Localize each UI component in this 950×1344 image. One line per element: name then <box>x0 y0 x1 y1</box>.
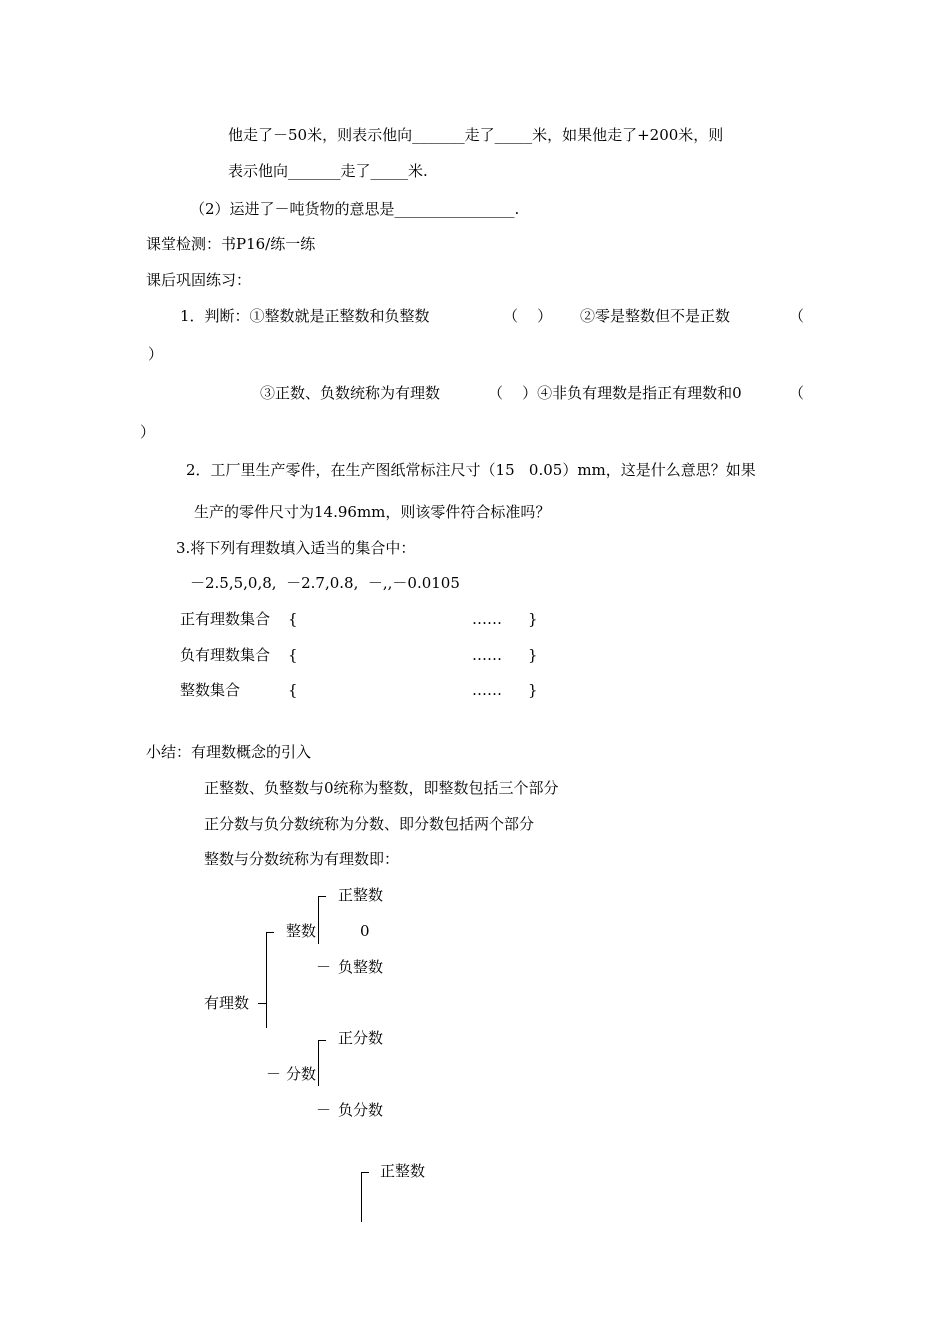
brace: { <box>288 646 298 664</box>
diagram-bracket <box>318 1040 319 1086</box>
set-label: 正有理数集合 <box>180 610 271 628</box>
diagram-label-negative-integer: 负整数 <box>338 958 384 976</box>
diagram-label-positive-fraction: 正分数 <box>338 1029 384 1047</box>
diagram-label-rational: 有理数 <box>204 994 250 1012</box>
diagram-label-positive-integer: 正整数 <box>380 1162 426 1180</box>
section-heading: 小结：有理数概念的引入 <box>146 743 312 761</box>
diagram-connector <box>318 896 326 897</box>
diagram-connector <box>266 932 274 933</box>
ellipsis: …… <box>472 646 502 664</box>
ellipsis: …… <box>472 681 502 699</box>
text-line: 他走了－50米，则表示他向_______走了_____米，如果他走了+200米，则 <box>228 126 724 144</box>
brace: } <box>528 681 538 699</box>
diagram-label-positive-integer: 正整数 <box>338 886 384 904</box>
judge-blank: （ <box>789 384 805 402</box>
section-heading: 课后巩固练习： <box>146 271 252 289</box>
question: 3.将下列有理数填入适当的集合中： <box>176 539 416 557</box>
number-list: －2.5,5,0,8, －2.7,0.8, －,,－0.0105 <box>190 574 460 592</box>
diagram-dash: － <box>266 1065 282 1083</box>
brace: { <box>288 610 298 628</box>
judge-item: （ ）④非负有理数是指正有理数和0 <box>488 384 742 402</box>
text-line: 正分数与负分数统称为分数、即分数包括两个部分 <box>204 815 535 833</box>
text-line: 整数与分数统称为有理数即： <box>204 850 400 868</box>
diagram-connector <box>258 1003 266 1004</box>
diagram-label-integer: 整数 <box>286 922 317 940</box>
brace: } <box>528 610 538 628</box>
judge-item: 1．判断：①整数就是正整数和负整数 <box>180 307 430 325</box>
judge-item: ③正数、负数统称为有理数 <box>260 384 441 402</box>
judge-blank: （ <box>789 307 805 325</box>
diagram-connector <box>318 1040 326 1041</box>
judge-blank: ） <box>140 423 156 441</box>
judge-blank: （ ） <box>503 307 553 325</box>
question: 2．工厂里生产零件，在生产图纸常标注尺寸（15 0.05）mm，这是什么意思？如果 <box>186 461 756 479</box>
diagram-label-zero: 0 <box>360 922 370 940</box>
diagram-dash: － <box>316 958 332 976</box>
judge-item: ②零是整数但不是正数 <box>580 307 731 325</box>
set-label: 负有理数集合 <box>180 646 271 664</box>
diagram-bracket <box>318 896 319 944</box>
diagram-label-negative-fraction: 负分数 <box>338 1101 384 1119</box>
text-line: 正整数、负整数与0统称为整数，即整数包括三个部分 <box>204 779 559 797</box>
question: 生产的零件尺寸为14.96mm，则该零件符合标准吗？ <box>194 503 551 521</box>
diagram-bracket <box>361 1172 362 1222</box>
ellipsis: …… <box>472 610 502 628</box>
brace: { <box>288 681 298 699</box>
diagram-bracket <box>266 932 267 1028</box>
set-label: 整数集合 <box>180 681 241 699</box>
judge-blank: ） <box>148 345 164 363</box>
diagram-dash: － <box>316 1101 332 1119</box>
brace: } <box>528 646 538 664</box>
diagram-label-fraction: 分数 <box>286 1065 317 1083</box>
text-line: 表示他向_______走了_____米. <box>228 162 428 180</box>
section-heading: 课堂检测：书P16/练一练 <box>146 235 316 253</box>
text-line: （2）运进了－吨货物的意思是________________. <box>190 200 520 218</box>
diagram-connector <box>361 1172 369 1173</box>
